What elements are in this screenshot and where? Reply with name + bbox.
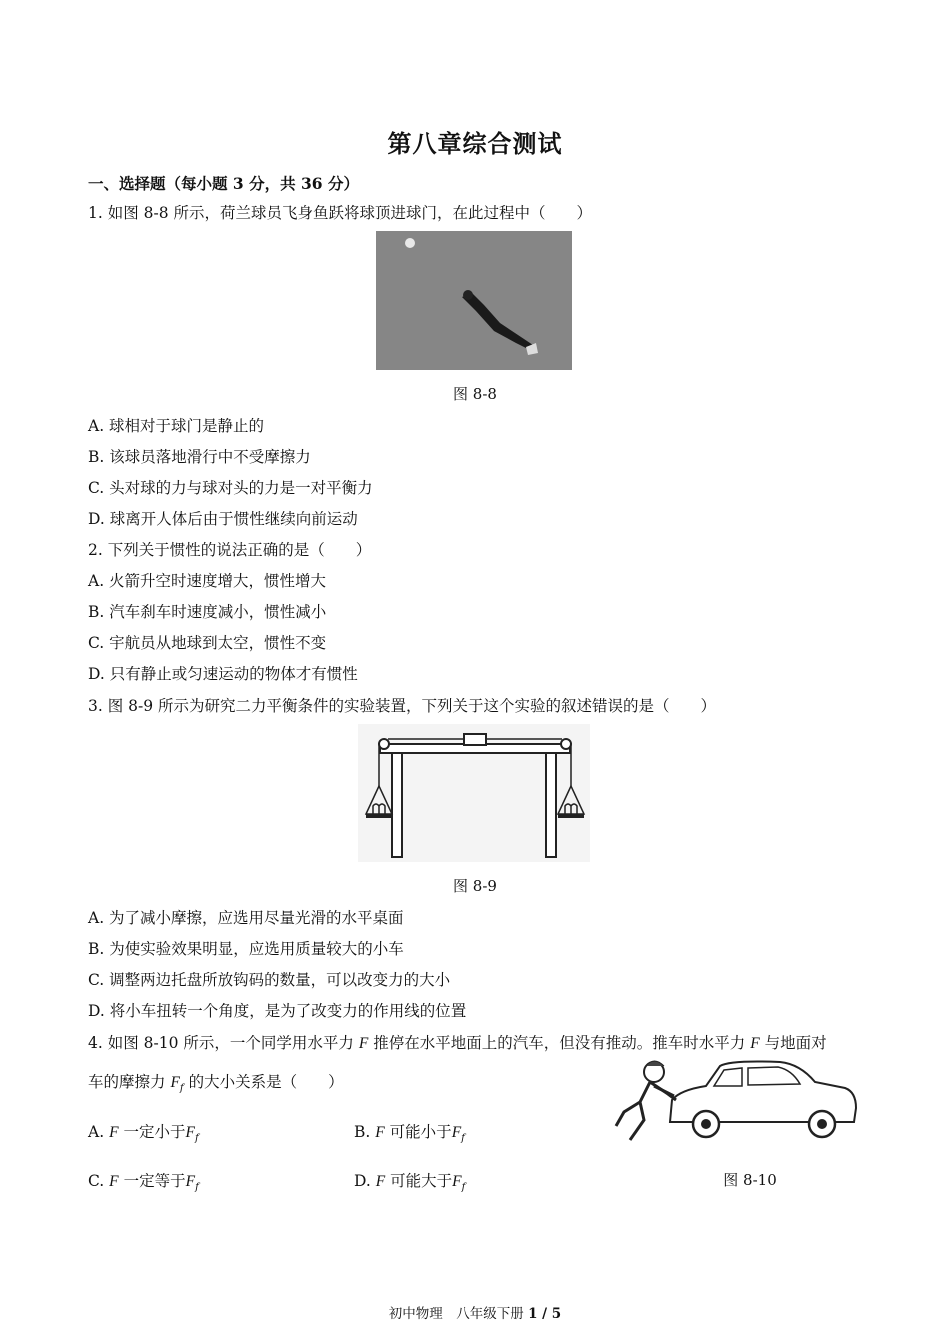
q4-option-d: D. F 可能大于$F_f$ xyxy=(354,1172,466,1194)
page-footer xyxy=(0,1302,950,1322)
q3-option-a: A. 为了减小摩擦，应选用尽量光滑的水平桌面 xyxy=(88,909,404,927)
q4-option-b: B. F 可能小于$F_f$ xyxy=(354,1123,465,1145)
q3-option-b: B. 为使实验效果明显，应选用质量较大的小车 xyxy=(88,940,404,958)
q4-option-c: C. F 一定等于$F_f$ xyxy=(88,1172,199,1194)
ball-icon xyxy=(405,238,415,248)
figure-8-9-caption: 图 8-9 xyxy=(453,877,497,895)
figure-8-8-caption: 图 8-8 xyxy=(453,385,497,403)
figure-8-10-caption: 图 8-10 xyxy=(723,1171,777,1189)
pulley-left xyxy=(379,739,389,749)
question-4-stem-line-1: 4. 如图 8-10 所示，一个同学用水平力 F 推停在水平地面上的汽车，但没有推动。推车时水平力 F 与地面对 xyxy=(88,1034,827,1052)
q3-option-c: C. 调整两边托盘所放钩码的数量，可以改变力的大小 xyxy=(88,971,451,989)
q1-option-d: D. 球离开人体后由于惯性继续向前运动 xyxy=(88,510,358,528)
section-heading: 一、选择题（每小题 3 分，共 36 分） xyxy=(88,174,359,193)
q1-option-a: A. 球相对于球门是静止的 xyxy=(88,417,265,435)
footer-subject: 初中物理 八年级下册 xyxy=(388,1306,524,1322)
q4-option-a: A. F 一定小于$F_f$ xyxy=(88,1123,199,1145)
pulley-right xyxy=(561,739,571,749)
boy-pushing-car-diagram xyxy=(610,1052,860,1152)
question-1-stem: 1. 如图 8-8 所示，荷兰球员飞身鱼跃将球顶进球门，在此过程中（ ） xyxy=(88,204,593,222)
goalkeeper-dive-image xyxy=(376,231,572,370)
q1-option-c: C. 头对球的力与球对头的力是一对平衡力 xyxy=(88,479,373,497)
q2-option-b: B. 汽车刹车时速度减小，惯性减小 xyxy=(88,603,327,621)
q3-option-d: D. 将小车扭转一个角度，是为了改变力的作用线的位置 xyxy=(88,1002,467,1020)
two-force-balance-diagram xyxy=(358,724,590,862)
cart xyxy=(464,734,486,745)
question-3-stem: 3. 图 8-9 所示为研究二力平衡条件的实验装置，下列关于这个实验的叙述错误的是（ ） xyxy=(88,697,717,715)
question-2-stem: 2. 下列关于惯性的说法正确的是（ ） xyxy=(88,541,372,559)
q1-option-b: B. 该球员落地滑行中不受摩擦力 xyxy=(88,448,311,466)
page-title: 第八章综合测试 xyxy=(387,129,563,158)
figure-8-8-photo xyxy=(376,231,572,370)
q2-option-c: C. 宇航员从地球到太空，惯性不变 xyxy=(88,634,327,652)
q2-option-d: D. 只有静止或匀速运动的物体才有惯性 xyxy=(88,665,358,683)
figure-8-10-car-push xyxy=(610,1052,860,1152)
question-4-stem-line-2: 车的摩擦力 $F_f$ 的大小关系是（ ） xyxy=(88,1073,344,1095)
boy-body xyxy=(616,1082,676,1140)
page-number: 1 / 5 xyxy=(528,1306,562,1322)
q2-option-a: A. 火箭升空时速度增大，惯性增大 xyxy=(88,572,327,590)
figure-8-9-apparatus xyxy=(358,724,590,862)
